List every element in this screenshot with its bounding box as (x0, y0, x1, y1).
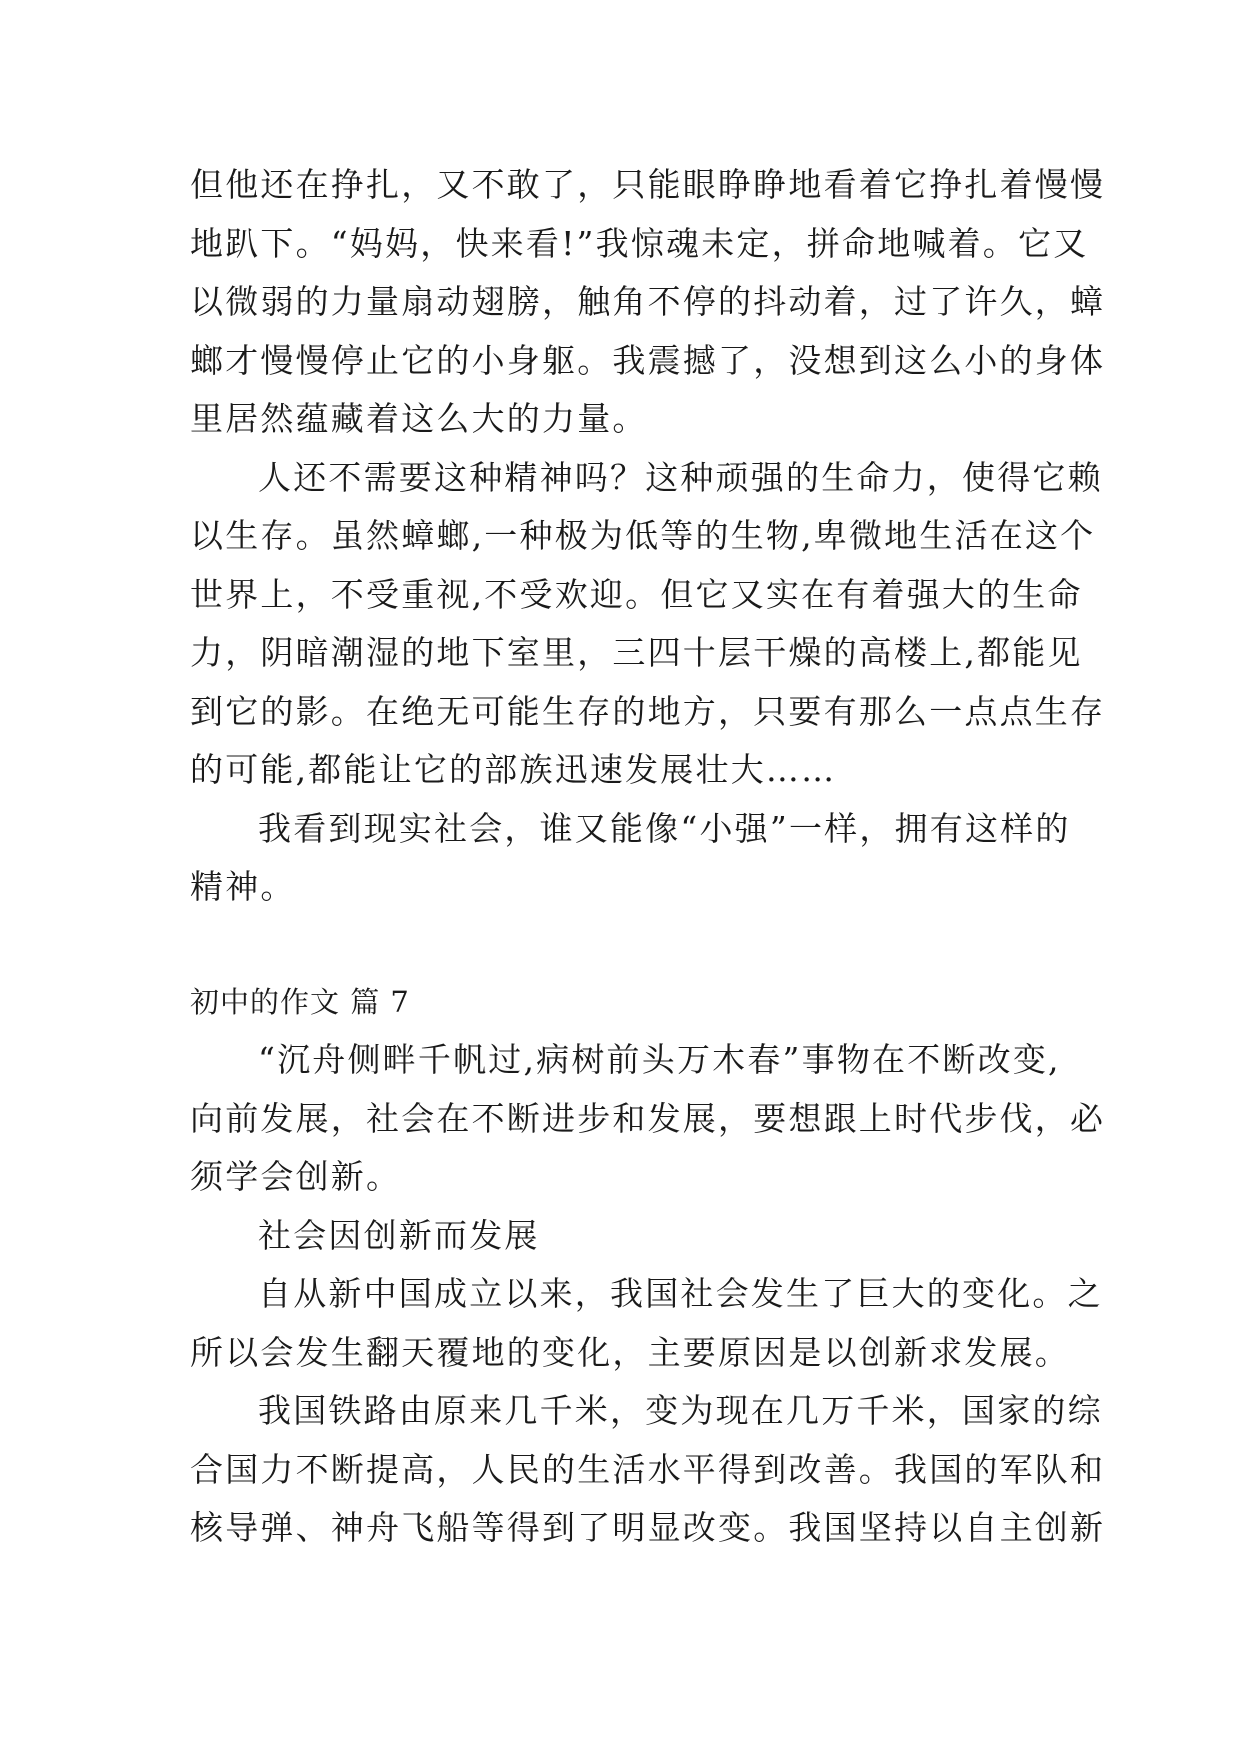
text-line: 我看到现实社会，谁又能像“小强”一样，拥有这样的 (258, 808, 1071, 848)
text-line: “沉舟侧畔千帆过,病树前头万木春”事物在不断改变, (258, 1040, 1061, 1079)
text-line: 螂才慢慢停止它的小身躯。我震撼了，没想到这么小的身体 (190, 340, 1106, 380)
section-heading: 初中的作文 篇 7 (190, 984, 410, 1019)
paragraph (190, 1031, 1106, 1207)
paragraph (190, 1265, 1103, 1382)
text-line: 精神。 (190, 867, 296, 906)
text-line: 所以会发生翻天覆地的变化，主要原因是以创新求发展。 (190, 1332, 1070, 1372)
text-line: 以生存。虽然蟑螂,一种极为低等的生物,卑微地生活在这个 (190, 516, 1096, 555)
subheading: 社会因创新而发展 (258, 1215, 540, 1255)
text-line: 地趴下。“妈妈，快来看!”我惊魂未定，拼命地喊着。它又 (190, 223, 1089, 263)
paragraph (190, 1382, 1106, 1558)
text-line: 的可能,都能让它的部族迅速发展壮大…… (190, 750, 837, 789)
text-line: 力，阴暗潮湿的地下室里，三四十层干燥的高楼上,都能见 (190, 633, 1083, 672)
paragraph (190, 800, 1071, 917)
text-line: 核导弹、神舟飞船等得到了明显改变。我国坚持以自主创新 (190, 1508, 1106, 1547)
section-gap (190, 917, 1050, 973)
text-line: 自从新中国成立以来，我国社会发生了巨大的变化。之 (258, 1274, 1103, 1313)
text-line: 向前发展，社会在不断进步和发展，要想跟上时代步伐，必 (190, 1098, 1106, 1138)
paragraph (190, 156, 1106, 449)
text-line: 到它的影。在绝无可能生存的地方，只要有那么一点点生存 (190, 691, 1106, 731)
text-line: 我国铁路由原来几千米，变为现在几万千米，国家的综 (258, 1391, 1103, 1430)
text-line: 以微弱的力量扇动翅膀，触角不停的抖动着，过了许久，蟑 (190, 282, 1106, 321)
text-line: 里居然蕴藏着这么大的力量。 (190, 399, 648, 438)
text-line: 但他还在挣扎，又不敢了，只能眼睁睁地看着它挣扎着慢慢 (190, 165, 1106, 204)
text-line: 须学会创新。 (190, 1157, 402, 1196)
text-line: 世界上，不受重视,不受欢迎。但它又实在有着强大的生命 (190, 574, 1083, 614)
text-line: 人还不需要这种精神吗？这种顽强的生命力，使得它赖 (258, 457, 1103, 497)
text-line: 合国力不断提高，人民的生活水平得到改善。我国的军队和 (190, 1449, 1106, 1489)
paragraph (190, 449, 1106, 800)
document-page (190, 156, 1106, 1558)
